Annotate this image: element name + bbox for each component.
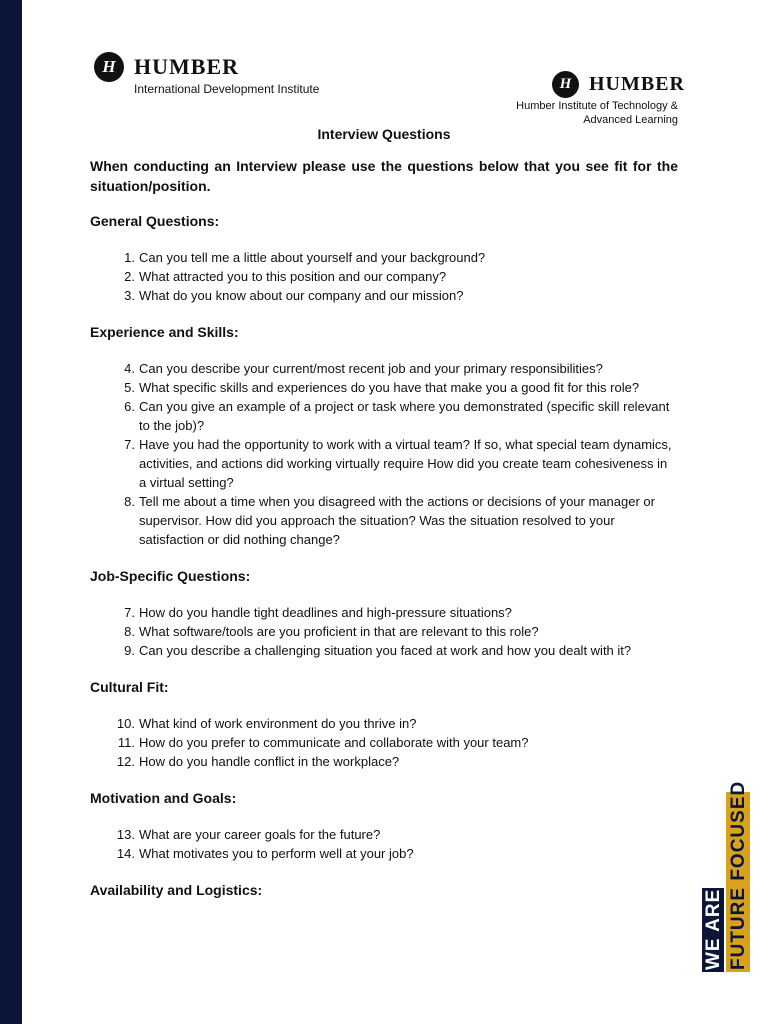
question-item bbox=[90, 359, 678, 378]
question-number: 9. bbox=[124, 643, 135, 658]
question-number: 7. bbox=[124, 437, 135, 452]
question-item bbox=[90, 752, 678, 771]
question-number: 1. bbox=[124, 250, 135, 265]
section-heading: Job-Specific Questions: bbox=[90, 568, 251, 584]
section-heading: Cultural Fit: bbox=[90, 679, 169, 695]
question-text: What kind of work environment do you thrive in? bbox=[139, 716, 417, 731]
page-title: Interview Questions bbox=[317, 126, 451, 142]
question-item bbox=[90, 397, 678, 435]
question-sections bbox=[90, 211, 678, 900]
humber-idi-logo bbox=[94, 52, 319, 96]
question-item bbox=[90, 844, 678, 863]
question-item bbox=[90, 641, 678, 660]
question-text: What do you know about our company and our mission? bbox=[139, 288, 464, 303]
institute-name bbox=[488, 99, 678, 127]
question-number: 8. bbox=[124, 494, 135, 509]
question-text: What attracted you to this position and our company? bbox=[139, 269, 447, 284]
question-text: How do you prefer to communicate and collaborate with your team? bbox=[139, 735, 529, 750]
question-text: Have you had the opportunity to work with a virtual team? If so, what special team dynamics, activities, and actions did working virtually require How did you create team cohesiveness in a virtual setting? bbox=[139, 437, 672, 490]
question-text: Can you give an example of a project or task where you demonstrated (specific skill relevant to the job)? bbox=[139, 399, 670, 433]
question-number: 6. bbox=[124, 399, 135, 414]
section-heading: Experience and Skills: bbox=[90, 324, 239, 340]
question-list bbox=[90, 603, 678, 660]
section-heading: Availability and Logistics: bbox=[90, 882, 263, 898]
question-number: 14. bbox=[116, 846, 135, 861]
intro-paragraph: When conducting an Interview please use the questions below that you see fit for the situation/position. bbox=[90, 158, 678, 194]
question-number: 7. bbox=[124, 605, 135, 620]
humber-logo-icon: H bbox=[94, 52, 124, 82]
badge-text-future-focused: FUTURE FOCUSED bbox=[728, 780, 749, 970]
document-body bbox=[90, 124, 678, 917]
question-item bbox=[90, 435, 678, 492]
question-item bbox=[90, 492, 678, 549]
question-text: Can you describe a challenging situation you faced at work and how you dealt with it? bbox=[139, 643, 632, 658]
logo-subtitle: International Development Institute bbox=[134, 82, 320, 96]
question-text: What motivates you to perform well at your job? bbox=[139, 846, 414, 861]
question-item bbox=[90, 825, 678, 844]
question-item bbox=[90, 286, 678, 305]
section-heading: General Questions: bbox=[90, 213, 220, 229]
question-list bbox=[90, 825, 678, 863]
logo-name: HUMBER bbox=[134, 54, 239, 79]
question-text: Can you tell me a little about yourself and your background? bbox=[139, 250, 486, 265]
question-item bbox=[90, 733, 678, 752]
humber-logo bbox=[552, 71, 685, 98]
question-item bbox=[90, 603, 678, 622]
question-text: How do you handle tight deadlines and high-pressure situations? bbox=[139, 605, 512, 620]
question-text: Tell me about a time when you disagreed with the actions or decisions of your manager or supervisor. How did you approach the situation? Was the situation resolved to your satisfaction or did nothing change? bbox=[139, 494, 655, 547]
question-item bbox=[90, 622, 678, 641]
question-number: 2. bbox=[124, 269, 135, 284]
institute-line-2: Advanced Learning bbox=[583, 114, 678, 126]
question-number: 13. bbox=[116, 827, 135, 842]
question-list bbox=[90, 359, 678, 549]
question-text: What specific skills and experiences do you have that make you a good fit for this role? bbox=[139, 380, 640, 395]
question-list bbox=[90, 248, 678, 305]
question-item bbox=[90, 378, 678, 397]
badge-text-we-are: WE ARE bbox=[703, 888, 724, 970]
question-item bbox=[90, 714, 678, 733]
question-item bbox=[90, 248, 678, 267]
section-heading: Motivation and Goals: bbox=[90, 790, 237, 806]
question-text: What are your career goals for the future? bbox=[139, 827, 381, 842]
logo-name: HUMBER bbox=[589, 73, 685, 95]
humber-logo-icon: H bbox=[552, 71, 579, 98]
question-list bbox=[90, 714, 678, 771]
question-number: 5. bbox=[124, 380, 135, 395]
question-number: 10. bbox=[116, 716, 135, 731]
we-are-future-focused-badge bbox=[702, 780, 750, 975]
question-number: 8. bbox=[124, 624, 135, 639]
question-text: Can you describe your current/most recent job and your primary responsibilities? bbox=[139, 361, 603, 376]
question-text: How do you handle conflict in the workplace? bbox=[139, 754, 400, 769]
question-number: 11. bbox=[117, 735, 135, 750]
question-number: 3. bbox=[124, 288, 135, 303]
institute-line-1: Humber Institute of Technology & bbox=[516, 100, 678, 112]
question-text: What software/tools are you proficient in that are relevant to this role? bbox=[139, 624, 539, 639]
question-number: 4. bbox=[124, 361, 135, 376]
question-number: 12. bbox=[116, 754, 135, 769]
left-navy-band bbox=[0, 0, 22, 1024]
question-item bbox=[90, 267, 678, 286]
